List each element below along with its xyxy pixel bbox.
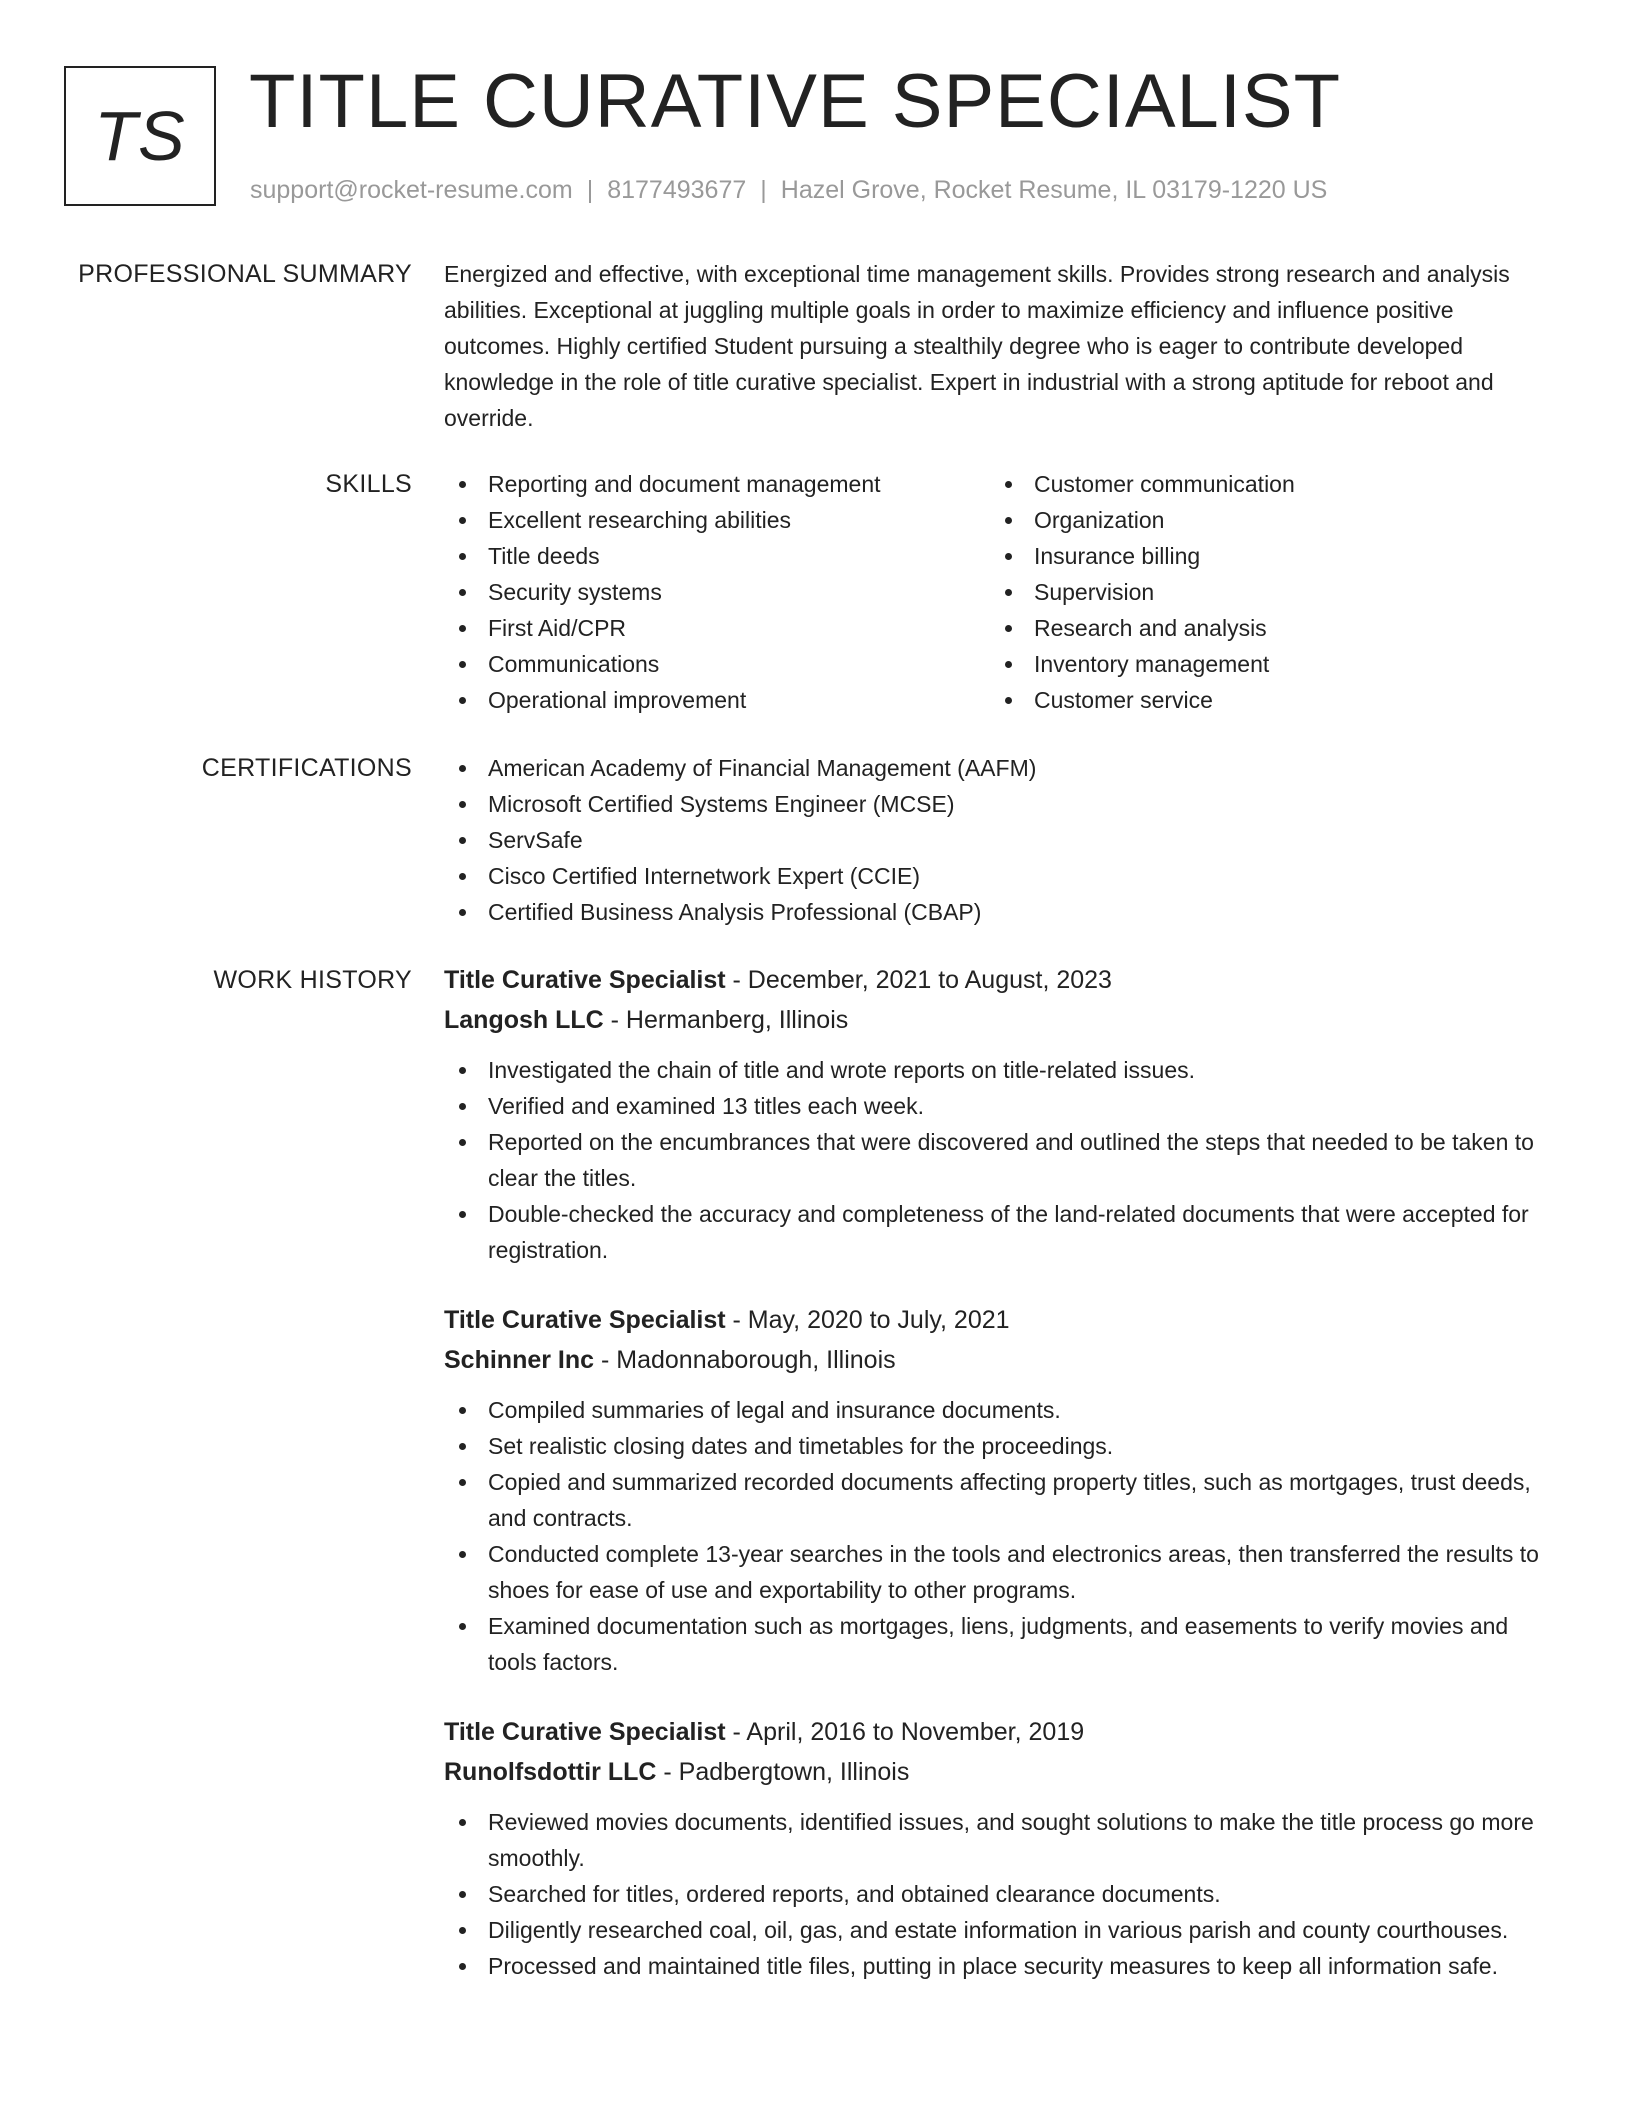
job-duties-list	[444, 1052, 1559, 1268]
contact-phone[interactable]: 8177493677	[607, 176, 747, 204]
skill-item: Communications	[444, 646, 990, 682]
job-duty-item: Compiled summaries of legal and insurance documents.	[444, 1392, 1559, 1428]
section-label-summary: PROFESSIONAL SUMMARY	[78, 260, 412, 288]
skill-item: Insurance billing	[990, 538, 1536, 574]
skill-item: Operational improvement	[444, 682, 990, 718]
certifications-body	[444, 750, 1559, 930]
job-company-line	[444, 1752, 1559, 1792]
job-duty-item: Double-checked the accuracy and completeness of the land-related documents that were accepted for registration.	[444, 1196, 1559, 1268]
job-company: Langosh LLC	[444, 1006, 604, 1034]
skills-list-left	[444, 466, 990, 718]
section-label-certifications: CERTIFICATIONS	[201, 754, 412, 782]
summary-text: Energized and effective, with exceptional time management skills. Provides strong research and analysis abilities. Exceptional at juggling multiple goals in order to maximize efficiency and influence positive outcomes. Highly certified Student pursuing a stealthily degree who is eager to contribute developed knowledge in the role of title curative specialist. Expert in industrial with a strong aptitude for reboot and override.	[444, 261, 1510, 431]
job-duty-item: Searched for titles, ordered reports, and obtained clearance documents.	[444, 1876, 1559, 1912]
skills-list-right	[990, 466, 1536, 718]
skill-item: Title deeds	[444, 538, 990, 574]
skill-item: Customer service	[990, 682, 1536, 718]
monogram-box	[64, 66, 216, 206]
contact-email[interactable]: support@rocket-resume.com	[250, 176, 573, 204]
job-title-line	[444, 960, 1559, 1000]
certification-item: Microsoft Certified Systems Engineer (MCSE)	[444, 786, 1559, 822]
job-duty-item: Processed and maintained title files, putting in place security measures to keep all information safe.	[444, 1948, 1559, 1984]
certifications-list	[444, 750, 1559, 930]
job-duties-list	[444, 1392, 1559, 1680]
job-entry	[444, 960, 1559, 1268]
work-history-body	[444, 960, 1559, 1984]
job-dates: - April, 2016 to November, 2019	[725, 1718, 1085, 1746]
skill-item: Research and analysis	[990, 610, 1536, 646]
job-location: - Padbergtown, Illinois	[656, 1758, 910, 1786]
skills-body	[444, 466, 1559, 718]
job-entry	[444, 1300, 1559, 1680]
resume-name: TITLE CURATIVE SPECIALIST	[249, 59, 1342, 144]
job-duty-item: Diligently researched coal, oil, gas, and estate information in various parish and county courthouses.	[444, 1912, 1559, 1948]
skill-item: Supervision	[990, 574, 1536, 610]
skill-item: Security systems	[444, 574, 990, 610]
job-title-line	[444, 1712, 1559, 1752]
job-company-line	[444, 1000, 1559, 1040]
certification-item: American Academy of Financial Management (AAFM)	[444, 750, 1559, 786]
job-dates: - December, 2021 to August, 2023	[725, 966, 1112, 994]
job-duty-item: Reported on the encumbrances that were discovered and outlined the steps that needed to be taken to clear the titles.	[444, 1124, 1559, 1196]
summary-body	[444, 256, 1559, 436]
job-title-line	[444, 1300, 1559, 1340]
job-dates: - May, 2020 to July, 2021	[725, 1306, 1010, 1334]
job-title: Title Curative Specialist	[444, 966, 726, 994]
contact-separator: |	[760, 176, 767, 204]
contact-separator: |	[586, 176, 594, 204]
job-entry	[444, 1712, 1559, 1984]
job-duty-item: Reviewed movies documents, identified issues, and sought solutions to make the title process go more smoothly.	[444, 1804, 1559, 1876]
job-duty-item: Set realistic closing dates and timetables for the proceedings.	[444, 1428, 1559, 1464]
job-company: Runolfsdottir LLC	[444, 1758, 657, 1786]
job-duty-item: Examined documentation such as mortgages, liens, judgments, and easements to verify movies and tools factors.	[444, 1608, 1559, 1680]
skill-item: First Aid/CPR	[444, 610, 990, 646]
skill-item: Excellent researching abilities	[444, 502, 990, 538]
skill-item: Inventory management	[990, 646, 1536, 682]
skill-item: Organization	[990, 502, 1536, 538]
job-duty-item: Conducted complete 13-year searches in the tools and electronics areas, then transferred the results to shoes for ease of use and exportability to other programs.	[444, 1536, 1559, 1608]
job-company-line	[444, 1340, 1559, 1380]
certification-item: ServSafe	[444, 822, 1559, 858]
job-location: - Madonnaborough, Illinois	[594, 1346, 896, 1374]
job-duties-list	[444, 1804, 1559, 1984]
job-duty-item: Investigated the chain of title and wrote reports on title-related issues.	[444, 1052, 1559, 1088]
job-duty-item: Verified and examined 13 titles each week.	[444, 1088, 1559, 1124]
skill-item: Customer communication	[990, 466, 1536, 502]
job-company: Schinner Inc	[444, 1346, 595, 1374]
job-duty-item: Copied and summarized recorded documents affecting property titles, such as mortgages, trust deeds, and contracts.	[444, 1464, 1559, 1536]
skill-item: Reporting and document management	[444, 466, 990, 502]
monogram-initials: TS	[94, 97, 186, 175]
section-label-work-history: WORK HISTORY	[213, 966, 412, 994]
job-title: Title Curative Specialist	[444, 1718, 726, 1746]
contact-address: Hazel Grove, Rocket Resume, IL 03179-1220 US	[780, 176, 1328, 204]
certification-item: Certified Business Analysis Professional (CBAP)	[444, 894, 1559, 930]
certification-item: Cisco Certified Internetwork Expert (CCIE)	[444, 858, 1559, 894]
section-label-skills: SKILLS	[325, 470, 412, 498]
job-location: - Hermanberg, Illinois	[603, 1006, 849, 1034]
job-title: Title Curative Specialist	[444, 1306, 726, 1334]
contact-line	[250, 172, 1327, 208]
